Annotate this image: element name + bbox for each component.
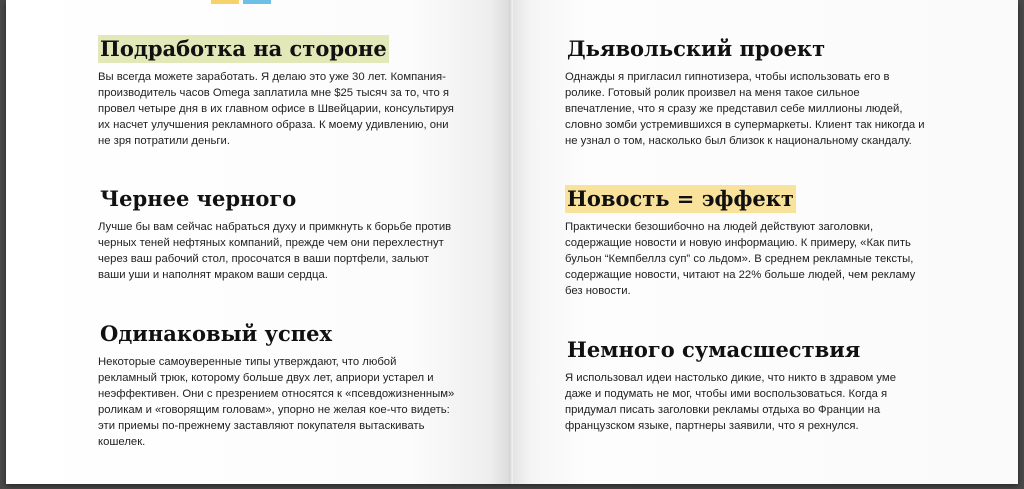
blue-bookmark-tab	[243, 0, 271, 4]
section-blacker-than-black	[98, 185, 458, 283]
section-heading: Одинаковый успех	[100, 321, 333, 346]
section-text: Вы всегда можете заработать. Я делаю это уже 30 лет. Компания-производитель часов Omega заплатила мне $25 тысяч за то, что я провел четыре дня в их главном офисе в Швейцарии, консультируя их насчет улучшения рекламного образа. К моему удивлению, они не зря потратили деньги.	[98, 71, 454, 147]
section-text: Практически безошибочно на людей действуют заголовки, содержащие новости и новую информацию. К примеру, «Как пить бульон “Кемпбеллз суп” со льдом». В среднем рекламные тексты, содержащие новости, читают на 22% больше людей, чем рекламу без новости.	[565, 221, 916, 297]
book-spine-gutter	[509, 0, 513, 484]
section-side-job	[98, 35, 458, 149]
open-book-spread	[6, 0, 1018, 484]
section-bit-of-madness	[565, 336, 925, 434]
section-text: Лучше бы вам сейчас набраться духу и примкнуть к борьбе против черных теней нефтяных компаний, прежде чем они перехлестнут через ваш рабочий стол, просочатся в ваши портфели, зальют ваши уши и наполнят мраком ваши сердца.	[98, 221, 452, 281]
section-same-success	[98, 320, 458, 450]
section-news-effect	[565, 185, 925, 299]
right-page	[511, 0, 1018, 484]
section-text: Некоторые самоуверенные типы утверждают, что любой рекламный трюк, которому больше двух лет, априори устарел и неэффективен. Они с презрением относятся к «псевдожизненным» роликам и «говорящим головам», упорно не желая кое-что видеть: эти приемы по-прежнему заставляют покупателя вытаскивать кошелек.	[98, 356, 455, 448]
section-heading: Немного сумасшествия	[567, 337, 861, 362]
left-page	[6, 0, 511, 484]
section-heading: Чернее черного	[100, 186, 297, 211]
section-heading: Дьявольский проект	[567, 36, 826, 61]
section-heading: Подработка на стороне	[100, 36, 387, 61]
section-heading: Новость = эффект	[567, 186, 794, 211]
section-devil-project	[565, 35, 925, 149]
yellow-bookmark-tab	[211, 0, 239, 4]
section-text: Однажды я пригласил гипнотизера, чтобы использовать его в ролике. Готовый ролик произвел на меня такое сильное впечатление, что я сразу же представил себе миллионы людей, словно зомби устремившихся в супермаркеты. Клиент так никогда и не узнал о том, насколько был близок к национальному скандалу.	[565, 71, 925, 147]
section-text: Я использовал идеи настолько дикие, что никто в здравом уме даже и подумать не мог, чтобы ими воспользоваться. Когда я придумал писать заголовки рекламы отдыха во Франции на французском языке, партнеры заявили, что я рехнулся.	[565, 372, 896, 432]
